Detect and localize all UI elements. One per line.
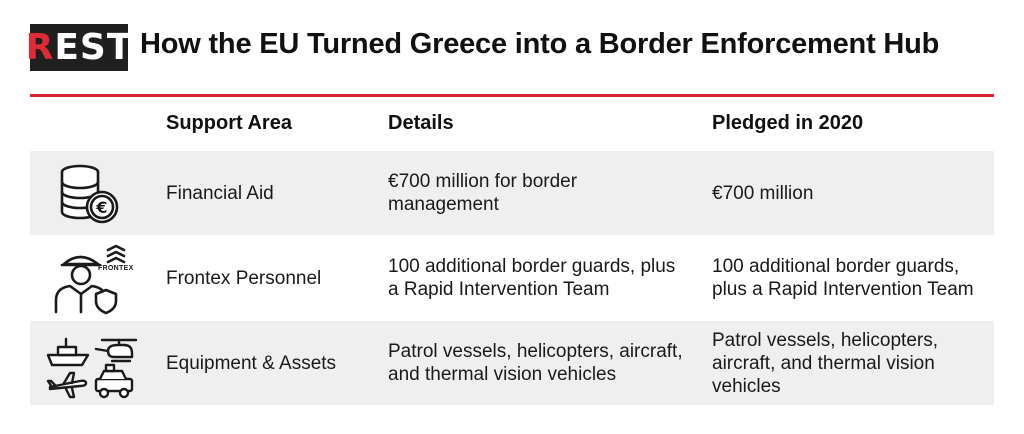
table-row-equipment-assets	[30, 321, 994, 405]
frontex-officer-icon	[42, 242, 142, 314]
pledged-cell: 100 additional border guards, plus a Rapid Intervention Team	[712, 256, 974, 300]
vehicles-icon	[42, 327, 142, 399]
pledged-cell: Patrol vessels, helicopters, aircraft, and thermal vision vehicles	[712, 329, 938, 397]
area-cell: Equipment & Assets	[166, 352, 337, 374]
area-cell: Frontex Personnel	[166, 267, 322, 289]
svg-text:€: €	[96, 198, 108, 217]
rest-logo	[25, 24, 133, 71]
details-cell: Patrol vessels, helicopters, aircraft, and thermal vision vehicles	[388, 341, 683, 385]
page-title: How the EU Turned Greece into a Border Enforcement Hub	[140, 28, 940, 60]
logo-text	[25, 26, 133, 68]
title-divider	[30, 94, 994, 97]
header-support-area: Support Area	[166, 112, 292, 134]
header-pledged: Pledged in 2020	[712, 112, 864, 134]
area-cell: Financial Aid	[166, 182, 274, 204]
pledged-cell: €700 million	[712, 182, 814, 204]
details-cell: €700 million for border management	[388, 171, 578, 215]
details-cell: 100 additional border guards, plus a Rapid Intervention Team	[388, 256, 676, 300]
frontex-icon-label: FRONTEX	[98, 265, 134, 272]
logo-text-first: R	[25, 26, 55, 68]
euro-coins-icon	[42, 157, 142, 229]
logo-text-rest: EST	[54, 26, 133, 68]
header-details: Details	[388, 112, 454, 134]
table-row-financial-aid	[30, 151, 994, 235]
table-row-frontex-personnel	[30, 236, 994, 320]
